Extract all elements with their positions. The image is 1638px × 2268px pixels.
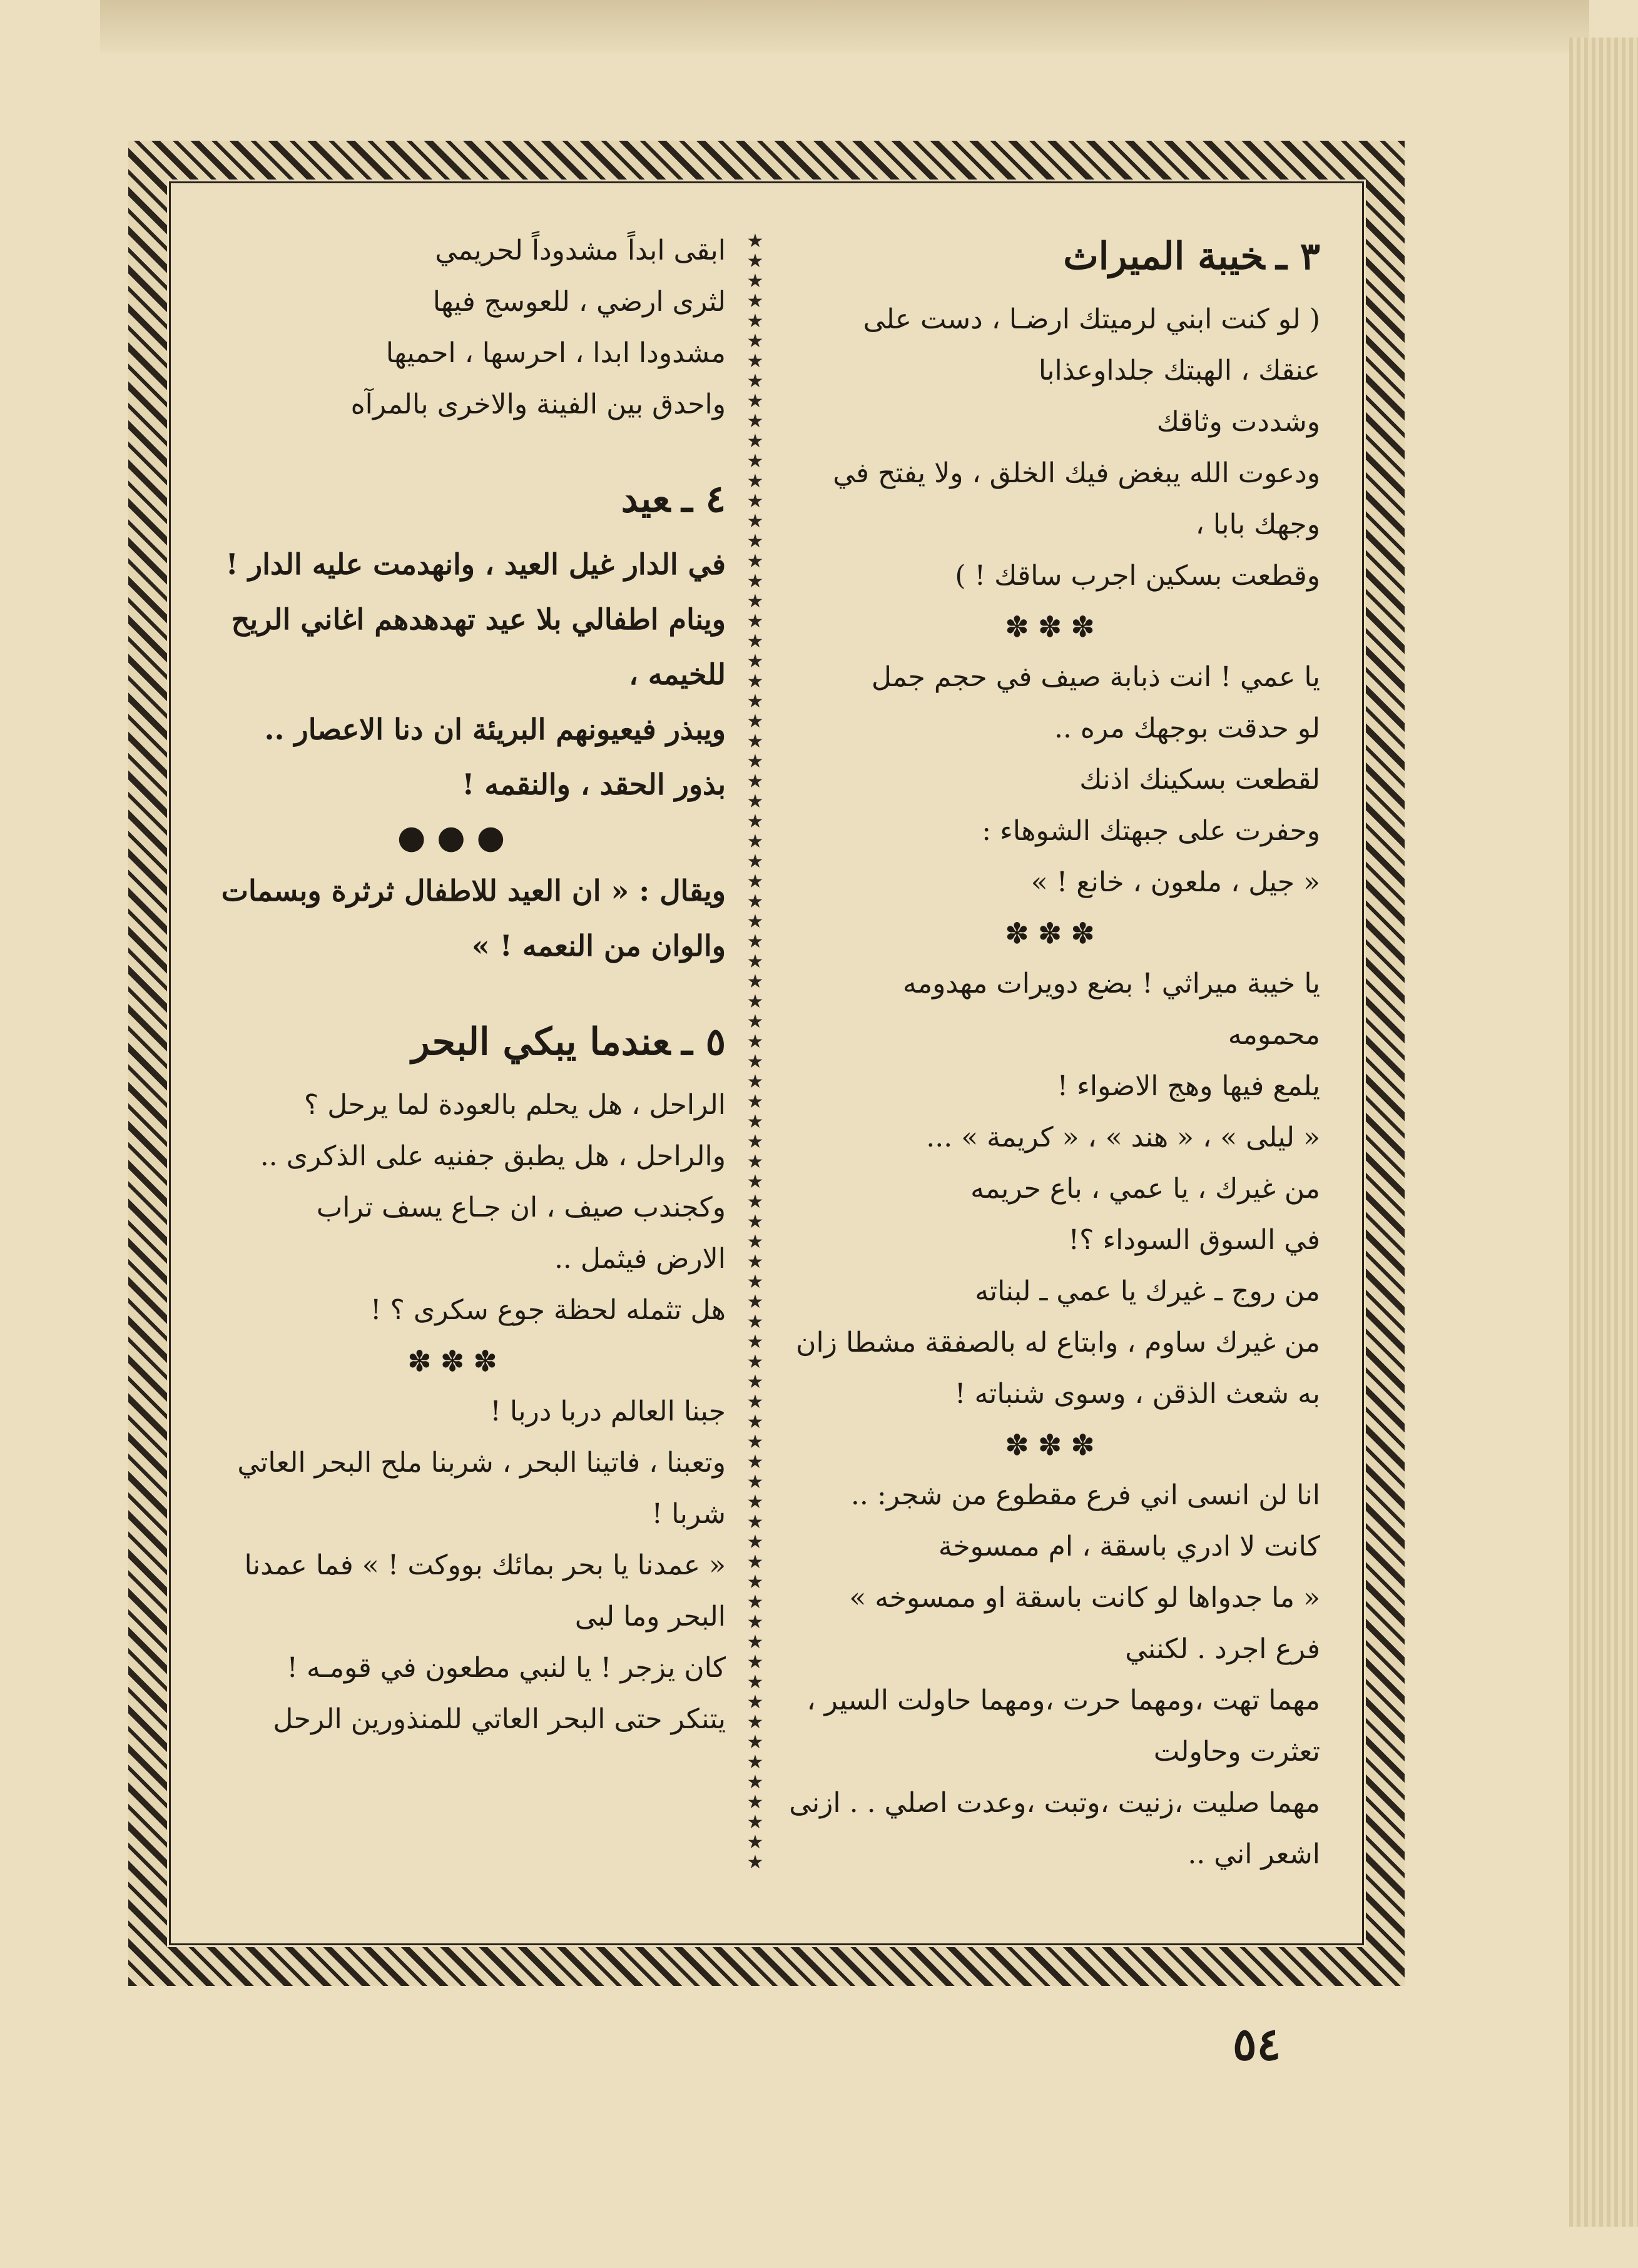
verse-line: يا عمي ! انت ذبابة صيف في حجم جمل xyxy=(871,661,1320,693)
verse-line: تعثرت وحاولت xyxy=(1153,1736,1320,1768)
verse-line: والراحل ، هل يطبق جفنيه على الذكرى .. xyxy=(260,1140,726,1172)
verse-line: كان يزجر ! يا لنبي مطعون في قومـه ! xyxy=(287,1652,726,1684)
verse-line: وينام اطفالي بلا عيد تهدهدهم اغاني الريح xyxy=(231,602,726,636)
verse-line: شربا ! xyxy=(651,1498,726,1530)
verse-line: وكجندب صيف ، ان جـاع يسف تراب xyxy=(316,1192,726,1223)
section-3-heading xyxy=(788,225,1320,288)
section-3-block-3 xyxy=(788,958,1320,1420)
verse-line: يتنكر حتى البحر العاتي للمنذورين الرحل xyxy=(273,1703,726,1735)
section-4-heading xyxy=(188,468,726,530)
verse-line: والوان من النعمه ! » xyxy=(471,929,726,963)
verse-line: واحدق بين الفينة والاخرى بالمرآه xyxy=(350,388,726,420)
verse-line: « ما جدواها لو كانت باسقة او ممسوخه » xyxy=(849,1582,1320,1614)
verse-line: « ليلى » ، « هند » ، « كريمة » ... xyxy=(926,1121,1320,1153)
verse-line: وشددت وثاقك xyxy=(1156,406,1320,438)
verse-line: الارض فيثمل .. xyxy=(554,1243,726,1275)
verse-line: لو حدقت بوجهك مره .. xyxy=(1054,712,1320,744)
continued-verse xyxy=(188,225,726,430)
verse-line: يلمع فيها وهج الاضواء ! xyxy=(1057,1070,1320,1102)
verse-line: اشعر اني .. xyxy=(1188,1838,1320,1870)
verse-line: « جيل ، ملعون ، خانع ! » xyxy=(1030,866,1320,898)
verse-line: يا خيبة ميراثي ! بضع دويرات مهدومه xyxy=(902,968,1320,1000)
section-4-block-1 xyxy=(188,537,726,812)
verse-line: ويقال : « ان العيد للاطفال ثرثرة وبسمات xyxy=(221,874,726,908)
section-4-block-2 xyxy=(188,863,726,973)
section-5-heading xyxy=(188,1011,726,1073)
page-stack-edge xyxy=(1569,38,1638,2227)
verse-line: كانت لا ادري باسقة ، ام ممسوخة xyxy=(938,1531,1320,1562)
verse-line: به شعث الذقن ، وسوى شنباته ! xyxy=(954,1378,1320,1410)
verse-line: وقطعت بسكين اجرب ساقك ! ) xyxy=(955,560,1320,592)
verse-line: ودعوت الله يبغض فيك الخلق ، ولا يفتح في xyxy=(833,457,1320,489)
star-column-divider: ★★★★★★★★★★★★★★★★★★★★★★★★★★★★★★★★★★★★★★★★★★★★★★★★★★★★★★★★★★★★★★★★★★★★★★★★★★★★★★★★★★ xyxy=(746,231,764,1873)
left-column xyxy=(188,225,726,1745)
verse-line: انا لن انسى اني فرع مقطوع من شجر: .. xyxy=(850,1479,1320,1511)
verse-line: وحفرت على جبهتك الشوهاء : xyxy=(982,815,1320,847)
verse-line: لقطعت بسكينك اذنك xyxy=(1079,764,1320,796)
section-5-block-2 xyxy=(188,1386,726,1745)
verse-line: ( لو كنت ابني لرميتك ارضـا ، دست على xyxy=(863,303,1320,335)
section-5-block-1 xyxy=(188,1080,726,1336)
section-3-block-4 xyxy=(788,1470,1320,1880)
verse-line: عنقك ، الهبتك جلداوعذابا xyxy=(1038,355,1320,387)
verse-line: في السوق السوداء ؟! xyxy=(1068,1224,1320,1256)
asterism-separator: ✽✽✽ xyxy=(1005,1428,1104,1462)
verse-line: محمومه xyxy=(1228,1019,1320,1051)
verse-line: وتعبنا ، فاتينا البحر ، شربنا ملح البحر العاتي xyxy=(237,1447,726,1479)
section-5-number: ٥ ـ xyxy=(681,1020,726,1064)
verse-line: البحر وما لبى xyxy=(574,1601,726,1633)
verse-line: ويبذر فيعيونهم البريئة ان دنا الاعصار .. xyxy=(264,712,726,746)
asterism-separator: ✽✽✽ xyxy=(407,1344,506,1378)
verse-line: « عمدنا يا بحر بمائك بووكت ! » فما عمدنا xyxy=(244,1549,726,1581)
dot-separator: ●●● xyxy=(397,819,517,856)
page-number: ٥٤ xyxy=(1233,2017,1281,2070)
verse-line: الراحل ، هل يحلم بالعودة لما يرحل ؟ xyxy=(303,1089,726,1121)
section-4-title: عيد xyxy=(621,477,671,521)
verse-line: ابقى ابداً مشدوداً لحريمي xyxy=(435,235,726,266)
asterism-separator: ✽✽✽ xyxy=(1005,916,1104,950)
verse-line: بذور الحقد ، والنقمه ! xyxy=(462,767,726,801)
verse-line: من غيرك ساوم ، وابتاع له بالصفقة مشطا زان xyxy=(796,1327,1320,1359)
verse-line: من غيرك ، يا عمي ، باع حريمه xyxy=(970,1173,1320,1205)
section-3-number: ٣ ـ xyxy=(1276,235,1320,278)
section-4-number: ٤ ـ xyxy=(681,477,726,521)
section-3-block-2 xyxy=(788,652,1320,908)
verse-line: للخيمه ، xyxy=(629,657,726,691)
verse-line: وجهك بابا ، xyxy=(1195,509,1320,540)
verse-line: جبنا العالم دربا دربا ! xyxy=(490,1395,726,1427)
right-column xyxy=(788,225,1320,1880)
page-top-edge xyxy=(100,0,1589,53)
verse-line: من روج ـ غيرك يا عمي ـ لبناته xyxy=(975,1275,1320,1307)
verse-line: مهما تهت ،ومهما حرت ،ومهما حاولت السير ، xyxy=(806,1684,1320,1716)
verse-line: فرع اجرد . لكنني xyxy=(1125,1633,1320,1665)
verse-line: لثرى ارضي ، للعوسج فيها xyxy=(432,286,726,318)
section-3-title: خيبة الميراث xyxy=(1063,235,1265,278)
section-3-block-1 xyxy=(788,294,1320,602)
verse-line: مشدودا ابدا ، احرسها ، احميها xyxy=(385,337,726,369)
verse-line: مهما صليت ،زنيت ،وتبت ،وعدت اصلي . . ازنى xyxy=(789,1787,1320,1819)
section-5-title: عندما يبكي البحر xyxy=(411,1020,671,1064)
verse-line: في الدار غيل العيد ، وانهدمت عليه الدار ! xyxy=(225,547,726,581)
verse-line: هل تثمله لحظة جوع سكرى ؟ ! xyxy=(370,1294,726,1326)
asterism-separator: ✽✽✽ xyxy=(1005,610,1104,644)
